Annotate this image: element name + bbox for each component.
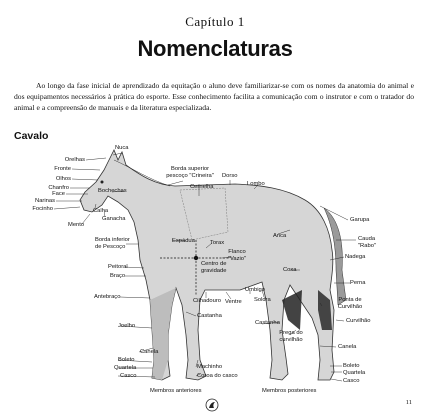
page-title: Nomenclaturas bbox=[137, 36, 293, 61]
section-title: Cavalo bbox=[14, 130, 49, 142]
label-castanha-posterior: Castanha bbox=[255, 320, 280, 326]
label-membros-posteriores: Membros posteriores bbox=[262, 388, 317, 394]
label-borda-inferior bbox=[95, 237, 130, 250]
label-borda-superior-line2: pescoço "Crineira" bbox=[166, 172, 214, 179]
label-cilhadouro: Cilhadouro bbox=[193, 298, 222, 304]
label-casco-anterior: Casco bbox=[120, 373, 137, 379]
label-lombo: Lombo bbox=[247, 181, 265, 187]
label-coxa: Coxa bbox=[283, 267, 297, 273]
label-antebraco: Antebraço bbox=[94, 294, 121, 300]
label-braco: Braço bbox=[110, 273, 126, 279]
label-orelhas: Orelhas bbox=[64, 157, 85, 163]
label-boleto-anterior: Boleto bbox=[118, 357, 135, 363]
label-borda-inferior-line1: Borda inferior bbox=[95, 237, 130, 243]
label-olhos: Olhos bbox=[55, 176, 71, 182]
label-quartela-anterior: Quartela bbox=[114, 365, 137, 371]
label-ponta-curvilhao bbox=[333, 297, 367, 310]
label-focinho: Focinho bbox=[32, 206, 53, 212]
label-calha: Calha bbox=[93, 208, 109, 214]
label-narinas: Narinas bbox=[35, 198, 55, 204]
intro-text: Ao longo da fase inicial de aprendizado da equitação o aluno deve familiarizar-se com os nomes da anatomia do animal e dos equipamentos necessários à prática do esporte. Esse conhecimento facilita a comunicação com o instrutor e com o tratador do animal e a compreensão de manuais e da literatura especializada. bbox=[14, 81, 414, 112]
label-soldra: Soldra bbox=[254, 297, 271, 303]
label-flanco-line1: Flanco bbox=[228, 249, 246, 255]
label-borda-superior bbox=[165, 166, 215, 179]
label-peitoral: Peitoral bbox=[108, 264, 128, 270]
label-mento: Mento bbox=[68, 222, 85, 228]
label-machinho: Machinho bbox=[197, 364, 223, 370]
chapter-heading: Capítulo 1 bbox=[185, 14, 245, 29]
label-perna: Perna bbox=[350, 280, 366, 286]
label-joelho: Joelho bbox=[118, 323, 136, 329]
label-espadua: Espádua bbox=[172, 238, 195, 244]
page-number: 11 bbox=[405, 399, 412, 406]
label-cernelha: Cernelha bbox=[190, 184, 214, 190]
label-quartela-posterior: Quartela bbox=[343, 370, 366, 376]
label-canela-posterior: Canela bbox=[338, 344, 357, 350]
label-prega-curvilhao bbox=[275, 330, 307, 343]
label-anca: Anca bbox=[273, 233, 287, 239]
label-face: Face bbox=[52, 191, 65, 197]
label-torax: Torax bbox=[210, 240, 225, 246]
label-umbigo: Umbigo bbox=[245, 287, 265, 293]
label-coroa-casco: Coroa do casco bbox=[197, 373, 238, 379]
label-nuca: Nuca bbox=[115, 145, 129, 151]
label-ponta-line2: Curvilhão bbox=[337, 303, 363, 310]
label-curvilhao: Curvilhão bbox=[346, 318, 371, 324]
label-ganacha: Ganacha bbox=[102, 216, 126, 222]
label-cauda-line2: "Rabo" bbox=[358, 242, 376, 249]
label-fronte: Fronte bbox=[54, 166, 71, 172]
label-prega-line1: Prega do bbox=[279, 330, 303, 336]
label-ponta-line1: Ponta de bbox=[338, 297, 362, 303]
label-centro-line1: Centro de bbox=[201, 261, 227, 267]
label-flanco-line2: "Vazio" bbox=[227, 255, 247, 262]
label-ventre: Ventre bbox=[225, 299, 242, 305]
label-canela-anterior: Canela bbox=[140, 349, 159, 355]
label-nadega: Nadega bbox=[345, 254, 366, 260]
label-chanfro: Chanfro bbox=[48, 185, 69, 191]
label-boleto-posterior: Boleto bbox=[343, 363, 360, 369]
label-borda-superior-line1: Borda superior bbox=[170, 166, 210, 172]
label-prega-line2: curvilhão bbox=[279, 336, 303, 343]
label-bochechas: Bochechas bbox=[98, 188, 127, 194]
label-borda-inferior-line2: de Pescoço bbox=[95, 243, 126, 250]
label-casco-posterior: Casco bbox=[343, 378, 360, 384]
label-flanco bbox=[222, 249, 252, 262]
label-centro-line2: gravidade bbox=[201, 267, 227, 274]
label-centro-gravidade bbox=[201, 261, 226, 274]
label-cauda-line1: Cauda bbox=[358, 236, 376, 242]
label-membros-anteriores: Membros anteriores bbox=[150, 388, 202, 394]
label-cauda bbox=[358, 236, 376, 249]
label-garupa: Garupa bbox=[350, 217, 370, 223]
publisher-logo-icon bbox=[205, 398, 219, 412]
label-castanha-anterior: Castanha bbox=[197, 313, 222, 319]
label-dorso: Dorso bbox=[222, 173, 238, 179]
